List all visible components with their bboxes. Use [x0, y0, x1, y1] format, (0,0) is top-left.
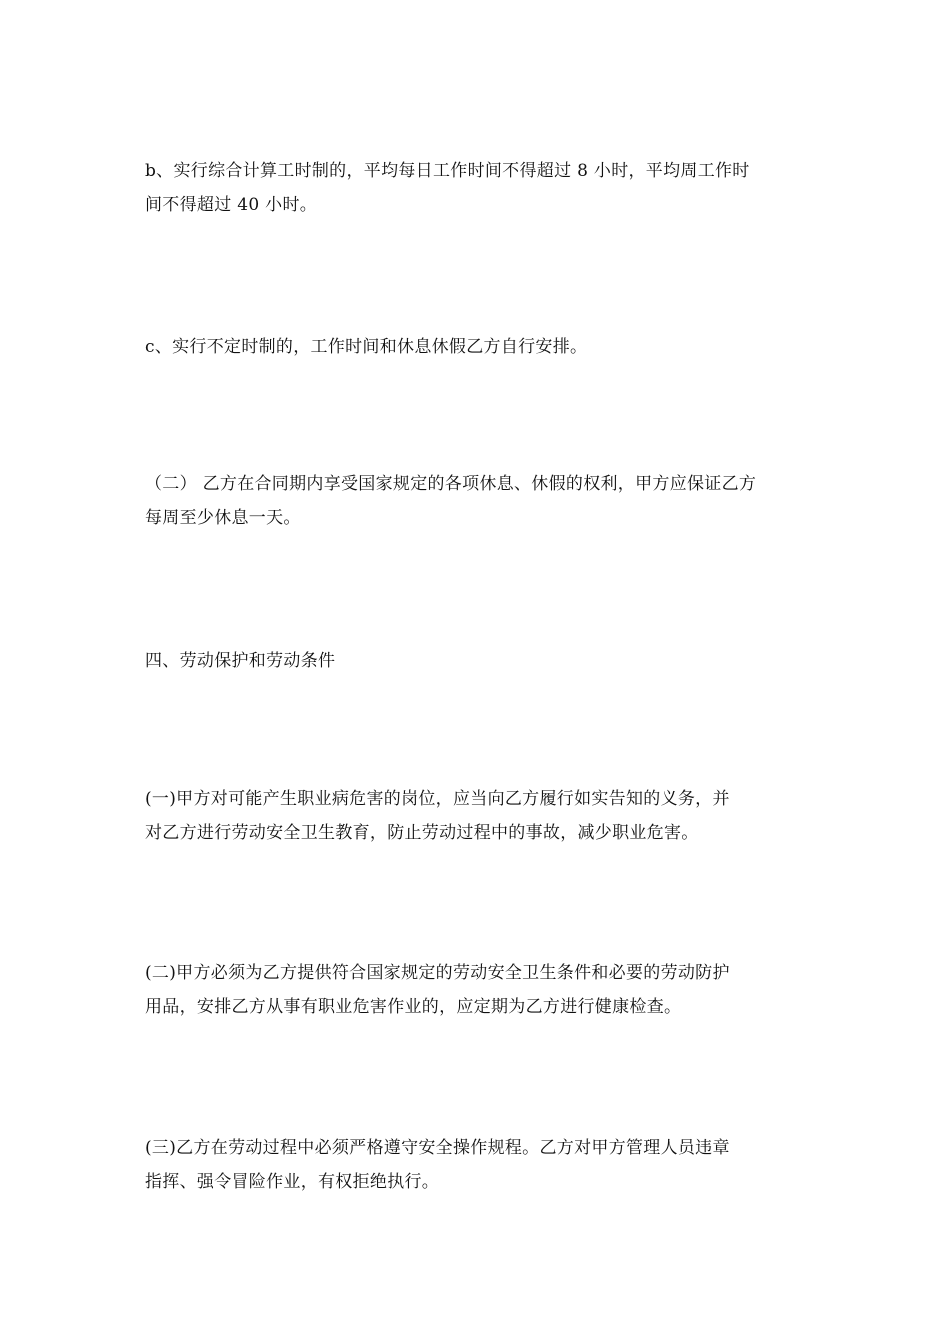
text-line: 用品，安排乙方从事有职业危害作业的，应定期为乙方进行健康检查。: [145, 997, 682, 1017]
paragraph-safety-conditions: [145, 956, 810, 1024]
text-line: 指挥、强令冒险作业，有权拒绝执行。: [145, 1172, 440, 1192]
text-line: 对乙方进行劳动安全卫生教育，防止劳动过程中的事故，减少职业危害。: [145, 823, 699, 843]
text-line: c、实行不定时制的，工作时间和休息休假乙方自行安排。: [145, 337, 588, 357]
section-heading: 四、劳动保护和劳动条件: [145, 651, 336, 671]
text-line: （二） 乙方在合同期内享受国家规定的各项休息、休假的权利，甲方应保证乙方: [145, 474, 757, 494]
text-line: b、实行综合计算工时制的，平均每日工作时间不得超过 8 小时，平均周工作时: [145, 161, 750, 181]
paragraph-comprehensive-hours: [145, 154, 810, 222]
text-line: (一)甲方对可能产生职业病危害的岗位，应当向乙方履行如实告知的义务，并: [145, 789, 730, 809]
text-line: (二)甲方必须为乙方提供符合国家规定的劳动安全卫生条件和必要的劳动防护: [145, 963, 730, 983]
paragraph-flexible-hours: [145, 330, 810, 364]
paragraph-occupational-hazard-notice: [145, 782, 810, 850]
section-heading-labor-protection: [145, 644, 810, 678]
paragraph-safety-rules: [145, 1131, 810, 1199]
text-line: 每周至少休息一天。: [145, 508, 301, 528]
paragraph-rest-rights: [145, 467, 810, 535]
text-line: (三)乙方在劳动过程中必须严格遵守安全操作规程。乙方对甲方管理人员违章: [145, 1138, 730, 1158]
text-line: 间不得超过 40 小时。: [145, 195, 318, 215]
